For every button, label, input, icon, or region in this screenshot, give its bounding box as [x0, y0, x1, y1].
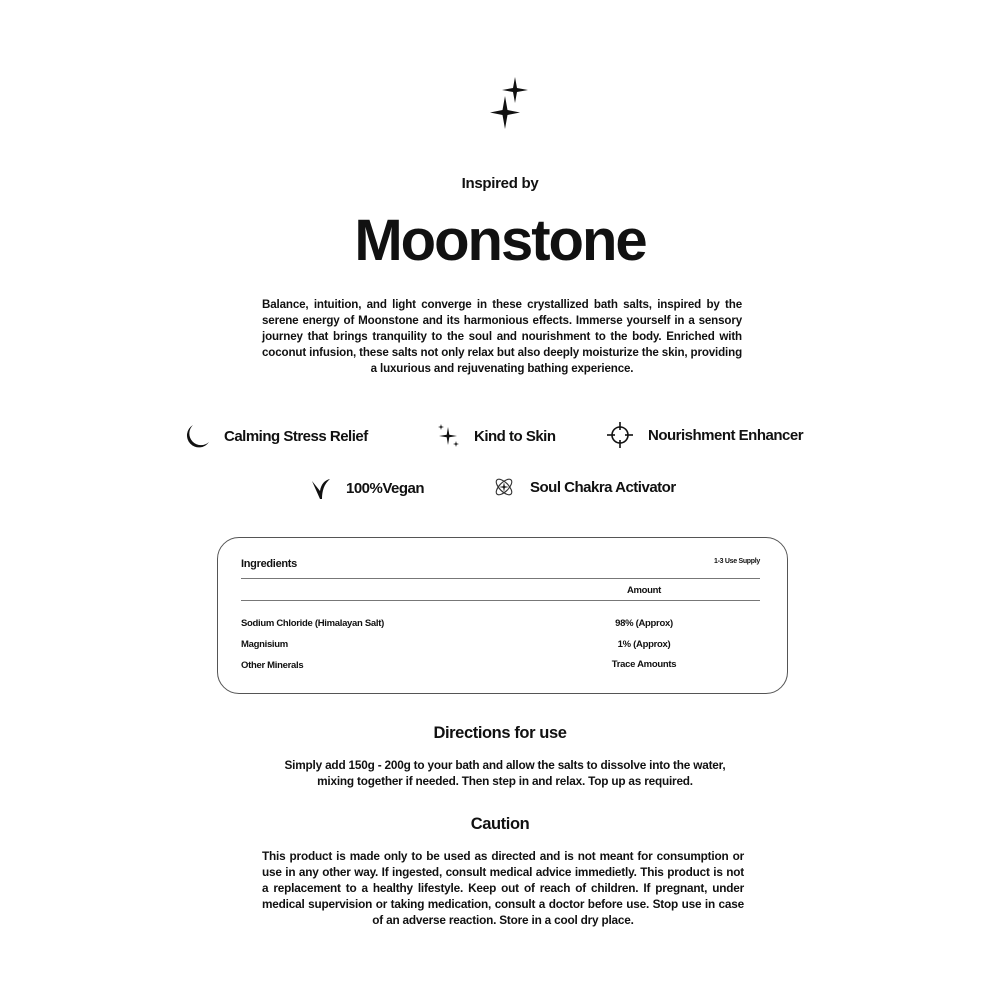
ingredient-amount: 1% (Approx)	[617, 639, 671, 650]
ingredient-name: Magnisium	[241, 639, 288, 650]
caution-text: This product is made only to be used as directed and is not meant for consumption or use in any other way. If ingested, consult medical advice immedietly. This product is not a replacement to a healthy lifestyle. Keep out of reach of children. If pregnant, under medical supervision or taking medication, consult a doctor before use. Stop use in case of an adverse reaction. Store in a cool dry place.	[262, 849, 744, 927]
feature-calming-stress-relief	[184, 423, 368, 449]
flower-icon	[492, 475, 516, 499]
divider	[241, 600, 760, 601]
divider	[241, 578, 760, 579]
ingredient-amount: 98% (Approx)	[615, 618, 673, 629]
directions-title: Directions for use	[433, 724, 567, 742]
ingredient-name: Other Minerals	[241, 660, 304, 671]
caution-title: Caution	[470, 815, 530, 833]
crescent-moon-stars-icon	[462, 74, 544, 156]
crosshair-icon	[606, 421, 634, 449]
ingredients-title: Ingredients	[241, 558, 297, 570]
leaf-sprout-icon	[310, 475, 332, 501]
eyebrow-text: Inspired by	[461, 175, 539, 192]
feature-label: Nourishment Enhancer	[648, 426, 804, 444]
feature-nourishment-enhancer	[606, 421, 803, 449]
amount-header: Amount	[626, 585, 662, 596]
supply-label: 1-3 Use Supply	[714, 558, 760, 565]
feature-label: Kind to Skin	[474, 427, 556, 445]
crescent-moon-icon	[184, 423, 210, 449]
feature-vegan	[310, 475, 424, 501]
feature-label: 100%Vegan	[346, 479, 425, 497]
ingredient-amount: Trace Amounts	[611, 659, 677, 670]
feature-label: Calming Stress Relief	[224, 427, 368, 445]
product-title: Moonstone	[354, 208, 646, 273]
product-description: Balance, intuition, and light converge in these crystallized bath salts, inspired by the serene energy of Moonstone and its harmonious effects. Immerse yourself in a sensory journey that brings tranquility to the soul and nourishment to the body. Enriched with coconut infusion, these salts not only relax but also deeply moisturize the skin, providing a luxurious and rejuvenating bathing experience.	[262, 298, 742, 375]
feature-kind-to-skin	[436, 423, 556, 449]
directions-text: Simply add 150g - 200g to your bath and allow the salts to dissolve into the water, mixing together if needed. Then step in and relax. Top up as required.	[284, 758, 726, 788]
sparkles-icon	[436, 423, 460, 449]
ingredient-name: Sodium Chloride (Himalayan Salt)	[241, 618, 384, 629]
feature-soul-chakra-activator	[492, 475, 676, 499]
feature-label: Soul Chakra Activator	[530, 478, 676, 496]
